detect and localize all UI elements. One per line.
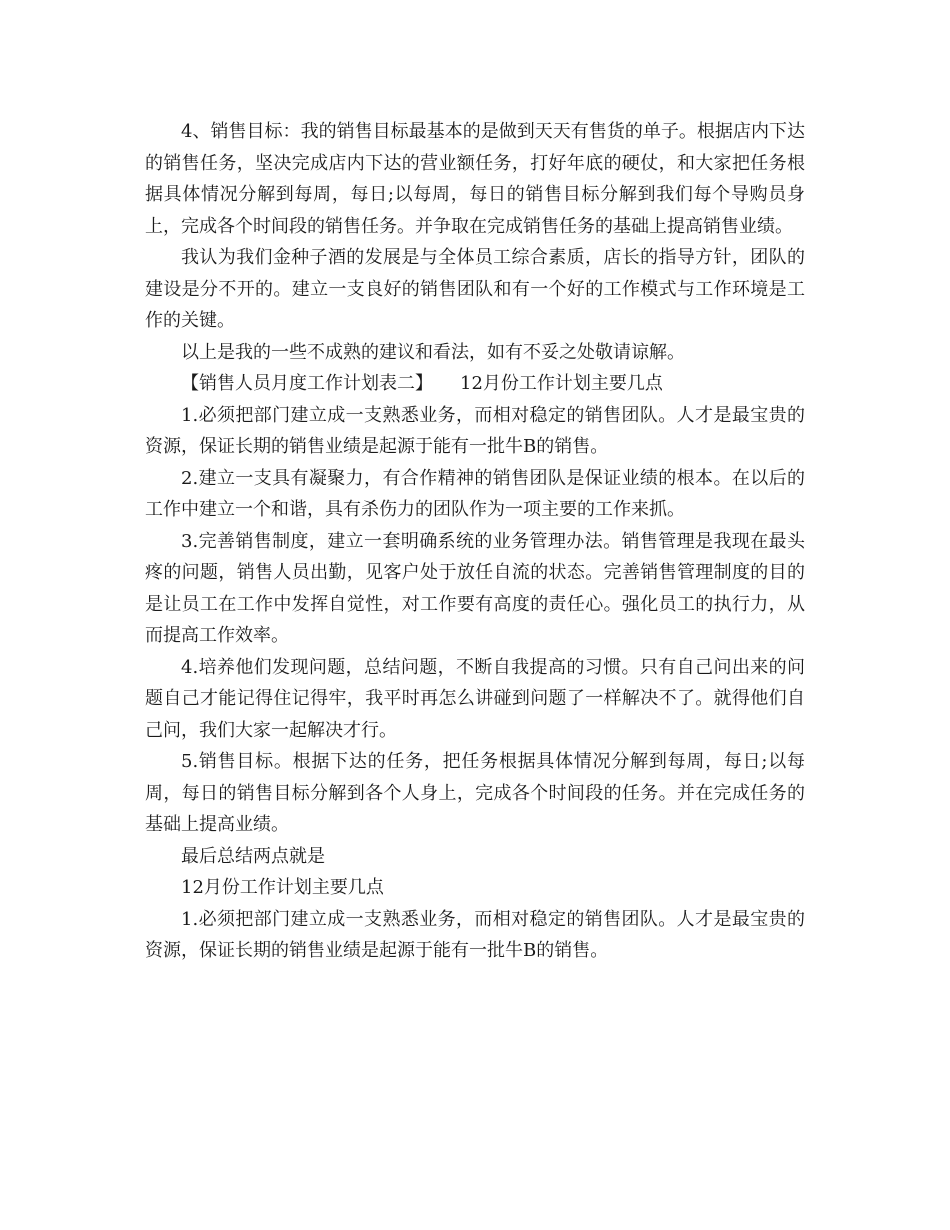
paragraph-sales-target: 4、销售目标：我的销售目标最基本的是做到天天有售货的单子。根据店内下达的销售任务，坚决完成店内下达的营业额任务，打好年底的硬仗，和大家把任务根据具体情况分解到每周，每日;以每周，每日的销售目标分解到我们每个导购员身上，完成各个时间段的销售任务。并争取在完成销售任务的基础上提高销售业绩。 — [145, 121, 805, 237]
summary-intro: 最后总结两点就是 — [181, 845, 325, 867]
paragraph-team-development: 我认为我们金种子酒的发展是与全体员工综合素质，店长的指导方针，团队的建设是分不开的。建立一支良好的销售团队和有一个好的工作模式与工作环境是工作的关键。 — [145, 247, 805, 331]
list-item-1-repeat: 1.必须把部门建立成一支熟悉业务，而相对稳定的销售团队。人才是最宝贵的资源，保证长期的销售业绩是起源于能有一批牛B的销售。 — [145, 908, 805, 961]
list-item-4: 4.培养他们发现问题，总结问题，不断自我提高的习惯。只有自己问出来的问题自己才能记得住记得牢，我平时再怎么讲碰到问题了一样解决不了。就得他们自己问，我们大家一起解决才行。 — [145, 656, 805, 741]
section-heading-plan-two: 【销售人员月度工作计划表二】 12月份工作计划主要几点 — [181, 373, 663, 394]
list-item-2: 2.建立一支具有凝聚力，有合作精神的销售团队是保证业绩的根本。在以后的工作中建立一个和谐，具有杀伤力的团队作为一项主要的工作来抓。 — [145, 467, 805, 520]
list-item-5: 5.销售目标。根据下达的任务，把任务根据具体情况分解到每周，每日;以每周，每日的销售目标分解到各个人身上，完成各个时间段的任务。并在完成任务的基础上提高业绩。 — [145, 751, 805, 835]
list-item-3: 3.完善销售制度，建立一套明确系统的业务管理办法。销售管理是我现在最头疼的问题，销售人员出勤，见客户处于放任自流的状态。完善销售管理制度的目的是让员工在工作中发挥自觉性，对工作要有高度的责任心。强化员工的执行力，从而提高工作效率。 — [145, 530, 805, 646]
list-item-1: 1.必须把部门建立成一支熟悉业务，而相对稳定的销售团队。人才是最宝贵的资源，保证长期的销售业绩是起源于能有一批牛B的销售。 — [145, 404, 805, 457]
subheading-december-plan: 12月份工作计划主要几点 — [181, 877, 384, 898]
document-body — [145, 116, 805, 967]
paragraph-closing-remark: 以上是我的一些不成熟的建议和看法，如有不妥之处敬请谅解。 — [181, 341, 685, 363]
